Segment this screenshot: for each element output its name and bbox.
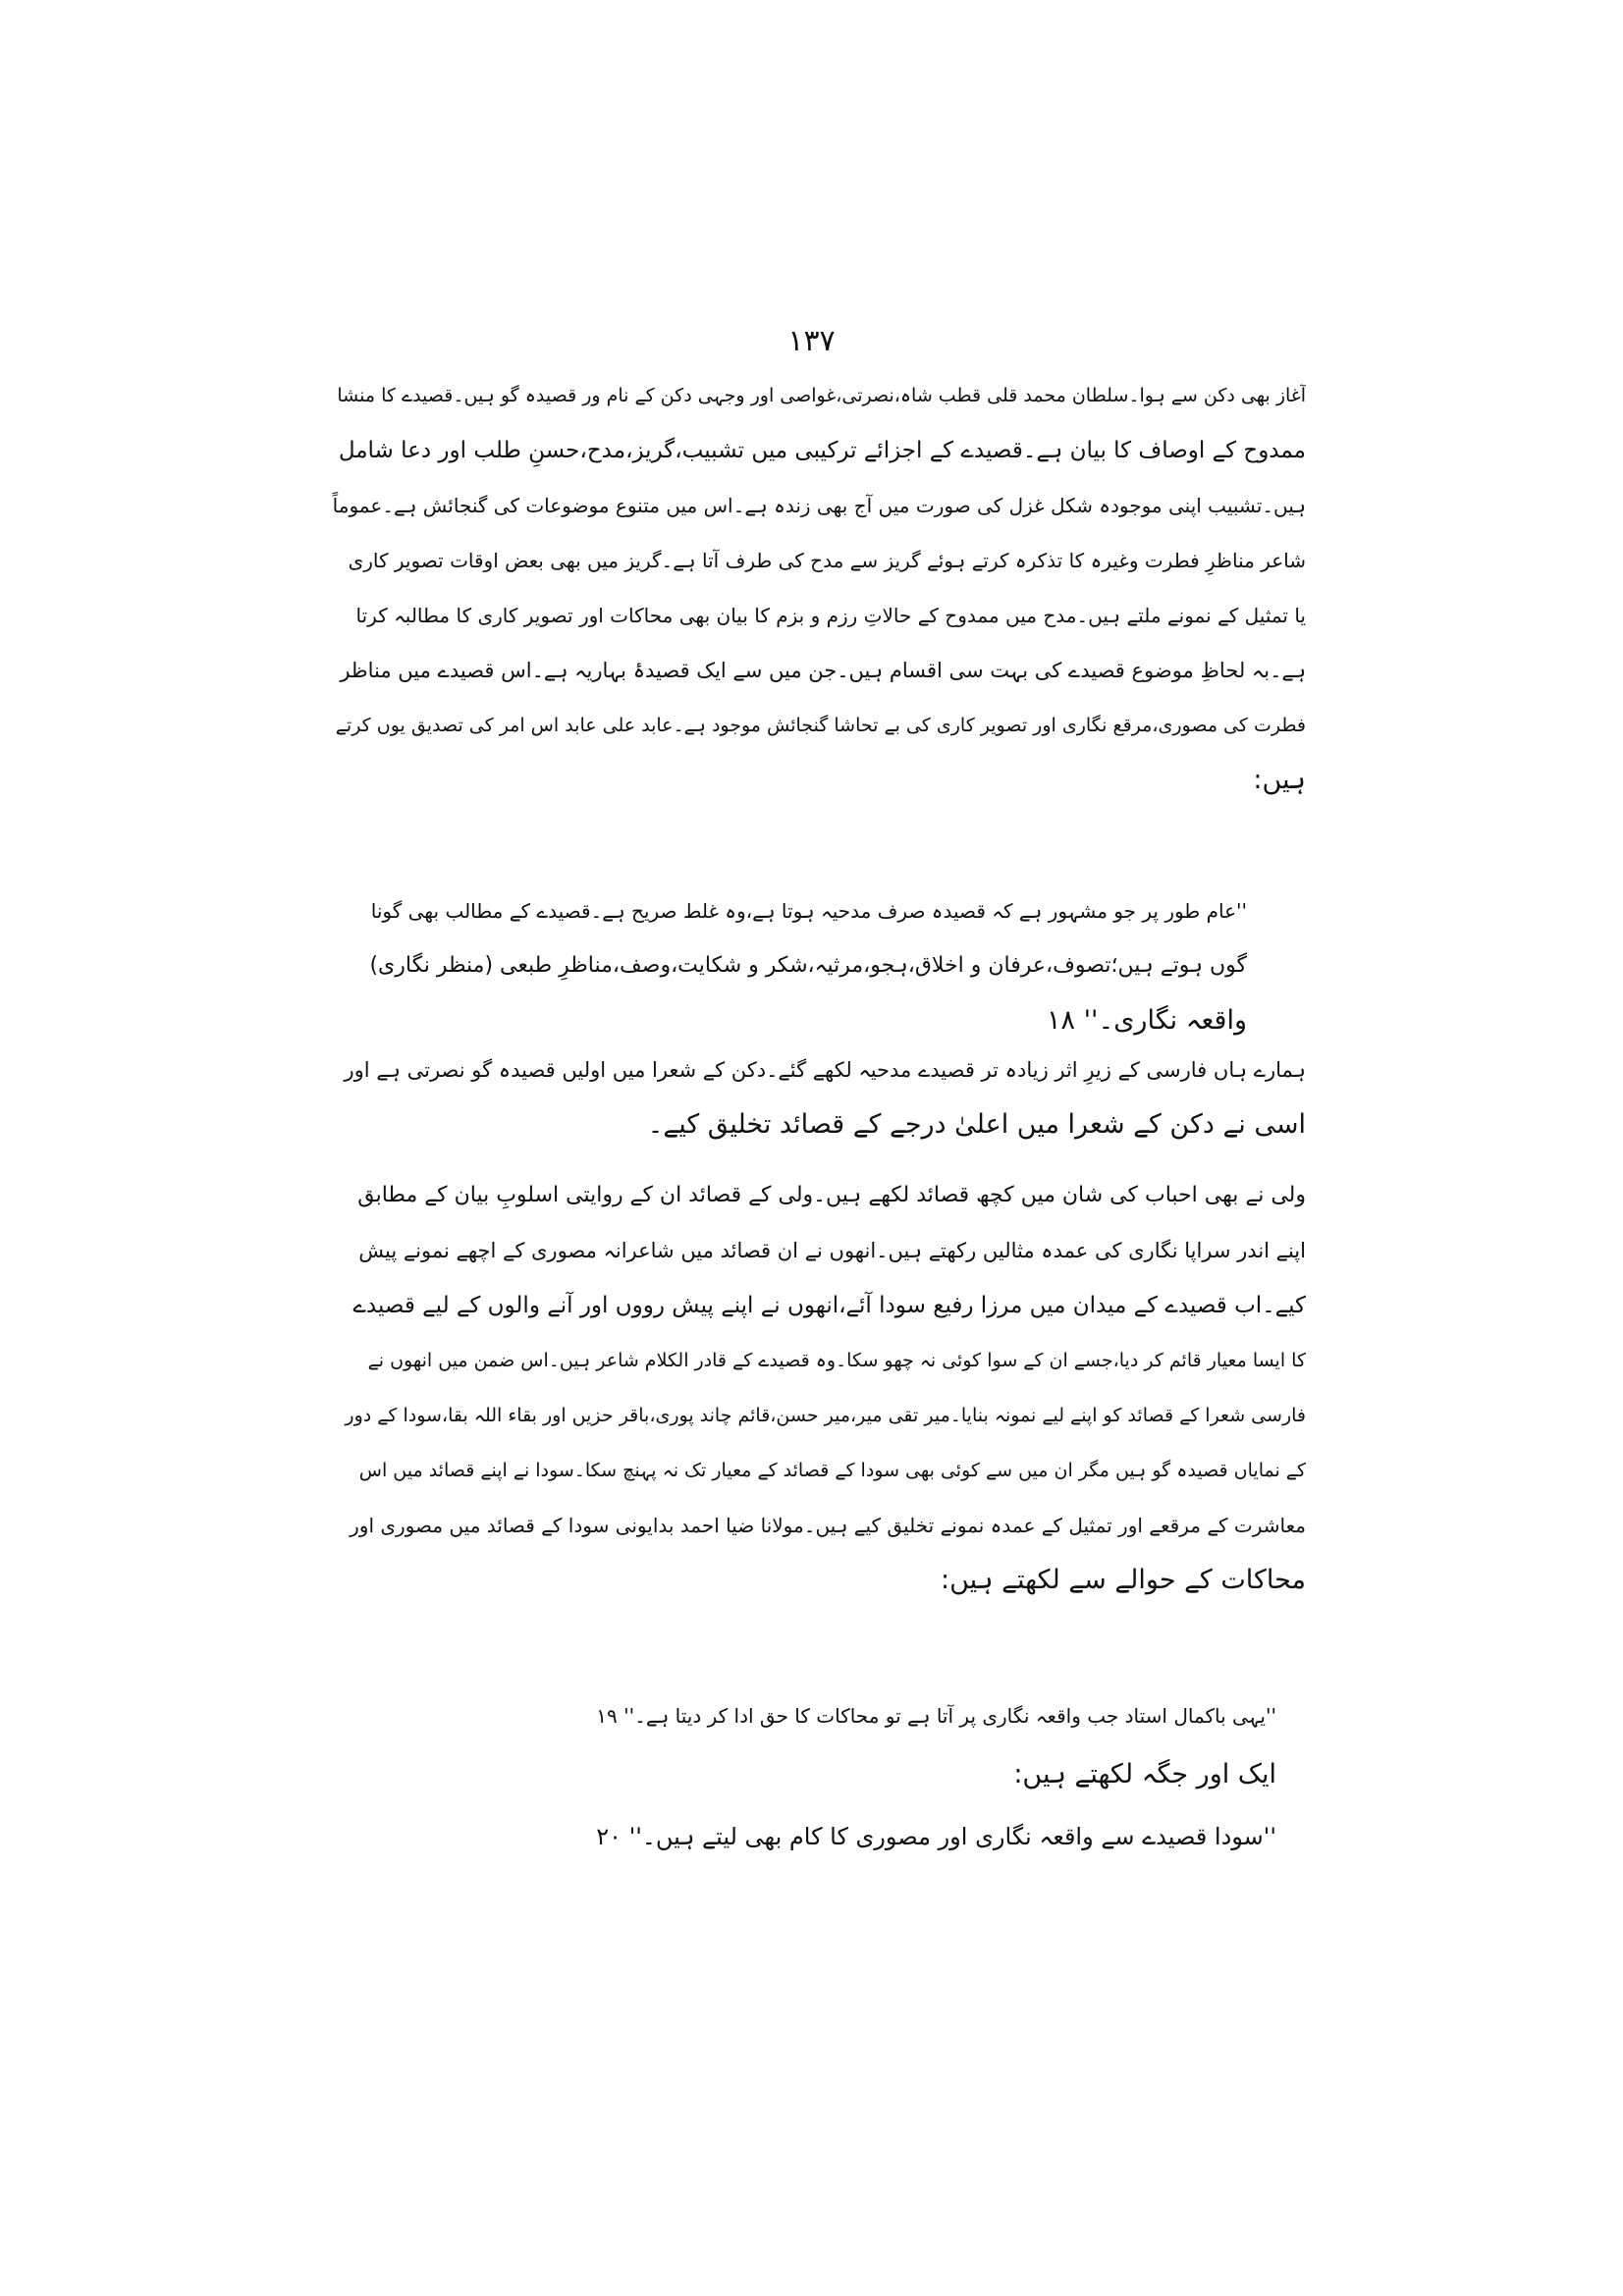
paragraph-line: یا تمثیل کے نمونے ملتے ہیں۔مدح میں ممدوح کے حالاتِ رزم و بزم کا بیان بھی محاکات اور تصویر کاری کا مطالبہ کرتا (355, 604, 1306, 627)
quote-line: واقعہ نگاری۔'' ۱۸ (1047, 1005, 1247, 1036)
paragraph-line: ممدوح کے اوصاف کا بیان ہے۔قصیدے کے اجزائے ترکیبی میں تشبیب،گریز،مدح،حسنِ طلب اور دعا شامل (338, 438, 1306, 463)
block-quote-3 (589, 1809, 1276, 1864)
quote-line: ''عام طور پر جو مشہور ہے کہ قصیدہ صرف مدحیہ ہوتا ہے،وہ غلط صریح ہے۔قصیدے کے مطالب بھی گونا (370, 899, 1247, 923)
intro-line: ایک اور جگہ لکھتے ہیں: (1013, 1759, 1276, 1789)
paragraph-2 (324, 1042, 1306, 1152)
paragraph-line: آغاز بھی دکن سے ہوا۔سلطان محمد قلی قطب شاہ،نصرتی،غواصی اور وجہی دکن کے نام ور قصیدہ گو ہیں۔قصیدے کا منشا (337, 385, 1306, 406)
quote-intro (589, 1747, 1276, 1802)
paragraph-line: ہیں۔تشبیب اپنی موجودہ شکل غزل کی صورت میں آج بھی زندہ ہے۔اس میں متنوع موضوعات کی گنجائش ہے۔عموماً (332, 494, 1306, 517)
paragraph-line: ہے۔بہ لحاظِ موضوع قصیدے کی بہت سی اقسام ہیں۔جن میں سے ایک قصیدۂ بہاریہ ہے۔اس قصیدے میں مناظر (340, 659, 1306, 682)
paragraph-line: فارسی شعرا کے قصائد کو اپنے لیے نمونہ بنایا۔میر تقی میر،میر حسن،قائم چاند پوری،باقر حزیں اور بقاء اللہ بقا،سودا کے دور (345, 1405, 1306, 1426)
quote-line: گوں ہوتے ہیں؛تصوف،عرفان و اخلاق،ہجو،مرثیہ،شکر و شکایت،وصف،مناظرِ طبعی (منظر نگاری) (369, 953, 1247, 978)
paragraph-line: اپنے اندر سراپا نگاری کی عمدہ مثالیں رکھتے ہیں۔انھوں نے ان قصائد میں شاعرانہ مصوری کے اچھے نمونے پیش (358, 1239, 1306, 1262)
paragraph-line: ولی نے بھی احباب کی شان میں کچھ قصائد لکھے ہیں۔ولی کے قصائد ان کے روایتی اسلوبِ بیان کے مطابق (357, 1183, 1306, 1207)
paragraph-line: شاعر مناظرِ فطرت وغیرہ کا تذکرہ کرتے ہوئے گریز سے مدح کی طرف آتا ہے۔گریز میں بھی بعض اوقات تصویر کاری (348, 549, 1306, 572)
paragraph-3 (324, 1168, 1306, 1608)
paragraph-line: ہمارے ہاں فارسی کے زیرِ اثر زیادہ تر قصیدے مدحیہ لکھے گئے۔دکن کے شعرا میں اولیں قصیدہ گو نصرتی ہے اور (344, 1058, 1306, 1082)
block-quote-1 (363, 883, 1247, 1048)
paragraph-line: معاشرت کے مرقعے اور تمثیل کے عمدہ نمونے تخلیق کیے ہیں۔مولانا ضیا احمد بدایونی سودا کے قصائد میں مصوری اور (350, 1514, 1306, 1537)
page-number: ۱۳۷ (787, 324, 836, 358)
paragraph-1 (324, 368, 1306, 808)
paragraph-line: اسی نے دکن کے شعرا میں اعلیٰ درجے کے قصائد تخلیق کیے۔ (647, 1109, 1306, 1140)
paragraph-line: کیے۔اب قصیدے کے میدان میں مرزا رفیع سودا آئے،انھوں نے اپنے پیش رووں اور آنے والوں کے لیے قصیدے (352, 1293, 1306, 1318)
paragraph-line: محاکات کے حوالے سے لکھتے ہیں: (940, 1565, 1306, 1595)
paragraph-line: ہیں: (1253, 765, 1306, 795)
paragraph-line: کا ایسا معیار قائم کر دیا،جسے ان کے سوا کوئی نہ چھو سکا۔وہ قصیدے کے قادر الکلام شاعر ہیں۔اس ضمن میں انھوں نے (367, 1350, 1306, 1371)
block-quote-2 (589, 1688, 1276, 1743)
paragraph-line: فطرت کی مصوری،مرقع نگاری اور تصویر کاری کی بے تحاشا گنجائش موجود ہے۔عابد علی عابد اس امر کی تصدیق یوں کرتے (335, 715, 1306, 736)
quote-line: ''یہی باکمال استاد جب واقعہ نگاری پر آتا ہے تو محاکات کا حق ادا کر دیتا ہے۔'' ۱۹ (596, 1704, 1276, 1728)
paragraph-line: کے نمایاں قصیدہ گو ہیں مگر ان میں سے کوئی بھی سودا کے قصائد کے معیار تک نہ پہنچ سکا۔سودا نے اپنے قصائد میں اس (358, 1460, 1306, 1481)
quote-line: ''سودا قصیدے سے واقعہ نگاری اور مصوری کا کام بھی لیتے ہیں۔'' ۲۰ (596, 1823, 1276, 1850)
